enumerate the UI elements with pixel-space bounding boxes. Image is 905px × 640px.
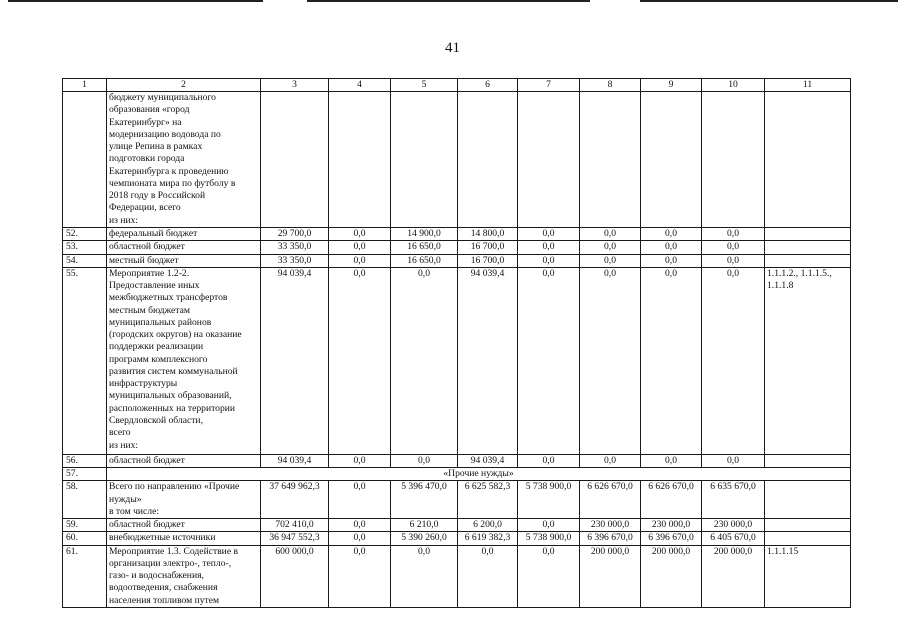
amount-cell: 0,0 (641, 254, 702, 267)
amount-cell: 0,0 (641, 228, 702, 241)
table-row (63, 481, 851, 519)
amount-cell: 0,0 (702, 241, 765, 254)
amount-cell: 0,0 (518, 228, 580, 241)
amount-cell: 94 039,4 (458, 454, 518, 467)
amount-cell: 94 039,4 (261, 267, 329, 454)
amount-cell: 0,0 (391, 267, 458, 454)
amount-cell: 0,0 (641, 454, 702, 467)
amount-cell: 0,0 (580, 267, 641, 454)
amount-cell: 16 700,0 (458, 254, 518, 267)
amount-cell: 0,0 (518, 519, 580, 532)
amount-cell: 0,0 (458, 545, 518, 607)
amount-cell: 6 626 670,0 (580, 481, 641, 519)
amount-cell: 6 200,0 (458, 519, 518, 532)
amount-cell (641, 92, 702, 228)
amount-cell: 0,0 (329, 545, 391, 607)
column-header: 8 (580, 79, 641, 92)
amount-cell: 0,0 (518, 254, 580, 267)
row-description: Мероприятие 1.2-2. Предоставление иных межбюджетных трансфертов местным бюджетам муниципальных районов (городских округов) на оказание поддержки реализации программ комплексного развития систем коммунальной инфраструктуры муниципальных образований, расположенных на территории Свердловской области, всего из них: (107, 267, 261, 454)
amount-cell: 94 039,4 (261, 454, 329, 467)
amount-cell: 0,0 (641, 267, 702, 454)
amount-cell: 200 000,0 (580, 545, 641, 607)
row-description: областной бюджет (107, 519, 261, 532)
table-row (63, 241, 851, 254)
section-heading: «Прочие нужды» (107, 468, 851, 481)
row-description: областной бюджет (107, 454, 261, 467)
table-row (63, 228, 851, 241)
top-rule-middle (307, 0, 590, 2)
amount-cell: 0,0 (702, 254, 765, 267)
amount-cell: 0,0 (329, 241, 391, 254)
target-indicator: 1.1.1.15 (765, 545, 851, 607)
row-description: бюджету муниципального образования «город Екатеринбург» на модернизацию водовода по улице Репина в рамках подготовки города Екатеринбурга к проведению чемпионата мира по футболу в 2018 году в Российской Федерации, всего из них: (107, 92, 261, 228)
row-number: 58. (63, 481, 107, 519)
amount-cell (458, 92, 518, 228)
top-rule-right (640, 0, 898, 2)
column-number-row (63, 79, 851, 92)
row-number: 59. (63, 519, 107, 532)
amount-cell: 230 000,0 (702, 519, 765, 532)
amount-cell: 0,0 (580, 454, 641, 467)
table-row (63, 254, 851, 267)
amount-cell: 0,0 (329, 454, 391, 467)
amount-cell: 6 619 382,3 (458, 532, 518, 545)
amount-cell: 37 649 962,3 (261, 481, 329, 519)
amount-cell: 200 000,0 (702, 545, 765, 607)
target-indicator (765, 454, 851, 467)
column-header: 1 (63, 79, 107, 92)
amount-cell: 16 700,0 (458, 241, 518, 254)
column-header: 11 (765, 79, 851, 92)
amount-cell: 16 650,0 (391, 254, 458, 267)
table-row (63, 468, 851, 481)
amount-cell: 0,0 (580, 228, 641, 241)
amount-cell: 0,0 (329, 532, 391, 545)
target-indicator (765, 481, 851, 519)
amount-cell: 6 635 670,0 (702, 481, 765, 519)
amount-cell: 0,0 (329, 519, 391, 532)
amount-cell: 0,0 (518, 241, 580, 254)
row-number: 57. (63, 468, 107, 481)
target-indicator (765, 254, 851, 267)
row-description: Всего по направлению «Прочие нужды» в том числе: (107, 481, 261, 519)
column-header: 7 (518, 79, 580, 92)
target-indicator (765, 519, 851, 532)
amount-cell: 0,0 (580, 254, 641, 267)
row-number: 53. (63, 241, 107, 254)
target-indicator (765, 92, 851, 228)
row-number: 56. (63, 454, 107, 467)
amount-cell (702, 92, 765, 228)
row-description: федеральный бюджет (107, 228, 261, 241)
amount-cell: 0,0 (391, 545, 458, 607)
column-header: 3 (261, 79, 329, 92)
amount-cell: 600 000,0 (261, 545, 329, 607)
amount-cell: 29 700,0 (261, 228, 329, 241)
column-header: 4 (329, 79, 391, 92)
target-indicator: 1.1.1.2., 1.1.1.5., 1.1.1.8 (765, 267, 851, 454)
amount-cell: 6 396 670,0 (641, 532, 702, 545)
table-row (63, 519, 851, 532)
amount-cell: 6 396 670,0 (580, 532, 641, 545)
table-row (63, 92, 851, 228)
amount-cell: 0,0 (329, 267, 391, 454)
column-header: 2 (107, 79, 261, 92)
amount-cell: 0,0 (518, 545, 580, 607)
amount-cell: 6 405 670,0 (702, 532, 765, 545)
page-number: 41 (445, 40, 460, 56)
column-header: 6 (458, 79, 518, 92)
amount-cell: 16 650,0 (391, 241, 458, 254)
amount-cell: 230 000,0 (641, 519, 702, 532)
amount-cell: 5 396 470,0 (391, 481, 458, 519)
row-number: 55. (63, 267, 107, 454)
amount-cell: 94 039,4 (458, 267, 518, 454)
table-row (63, 545, 851, 607)
table-row (63, 267, 851, 454)
amount-cell: 0,0 (518, 267, 580, 454)
amount-cell: 0,0 (702, 454, 765, 467)
amount-cell: 6 210,0 (391, 519, 458, 532)
row-number: 61. (63, 545, 107, 607)
amount-cell: 6 625 582,3 (458, 481, 518, 519)
amount-cell: 14 800,0 (458, 228, 518, 241)
amount-cell: 0,0 (329, 481, 391, 519)
row-description: внебюджетные источники (107, 532, 261, 545)
row-description: областной бюджет (107, 241, 261, 254)
row-number: 54. (63, 254, 107, 267)
budget-table (62, 78, 851, 608)
column-header: 9 (641, 79, 702, 92)
amount-cell: 0,0 (391, 454, 458, 467)
amount-cell: 0,0 (702, 228, 765, 241)
column-header: 5 (391, 79, 458, 92)
amount-cell: 33 350,0 (261, 254, 329, 267)
target-indicator (765, 241, 851, 254)
amount-cell: 6 626 670,0 (641, 481, 702, 519)
amount-cell (261, 92, 329, 228)
amount-cell: 230 000,0 (580, 519, 641, 532)
amount-cell (518, 92, 580, 228)
amount-cell: 0,0 (702, 267, 765, 454)
top-rule-left (8, 0, 263, 2)
amount-cell: 5 738 900,0 (518, 481, 580, 519)
amount-cell: 36 947 552,3 (261, 532, 329, 545)
amount-cell: 0,0 (329, 228, 391, 241)
amount-cell (580, 92, 641, 228)
amount-cell: 702 410,0 (261, 519, 329, 532)
table-row (63, 454, 851, 467)
amount-cell: 5 738 900,0 (518, 532, 580, 545)
amount-cell (329, 92, 391, 228)
row-number (63, 92, 107, 228)
table-body (63, 79, 851, 608)
target-indicator (765, 532, 851, 545)
row-description: Мероприятие 1.3. Содействие в организации электро-, тепло-, газо- и водоснабжения, водоотведения, снабжения населения топливом путем (107, 545, 261, 607)
target-indicator (765, 228, 851, 241)
row-number: 60. (63, 532, 107, 545)
amount-cell: 200 000,0 (641, 545, 702, 607)
amount-cell: 0,0 (329, 254, 391, 267)
amount-cell: 14 900,0 (391, 228, 458, 241)
amount-cell: 0,0 (518, 454, 580, 467)
table-row (63, 532, 851, 545)
row-description: местный бюджет (107, 254, 261, 267)
amount-cell: 33 350,0 (261, 241, 329, 254)
amount-cell: 0,0 (580, 241, 641, 254)
amount-cell (391, 92, 458, 228)
row-number: 52. (63, 228, 107, 241)
column-header: 10 (702, 79, 765, 92)
amount-cell: 5 390 260,0 (391, 532, 458, 545)
amount-cell: 0,0 (641, 241, 702, 254)
